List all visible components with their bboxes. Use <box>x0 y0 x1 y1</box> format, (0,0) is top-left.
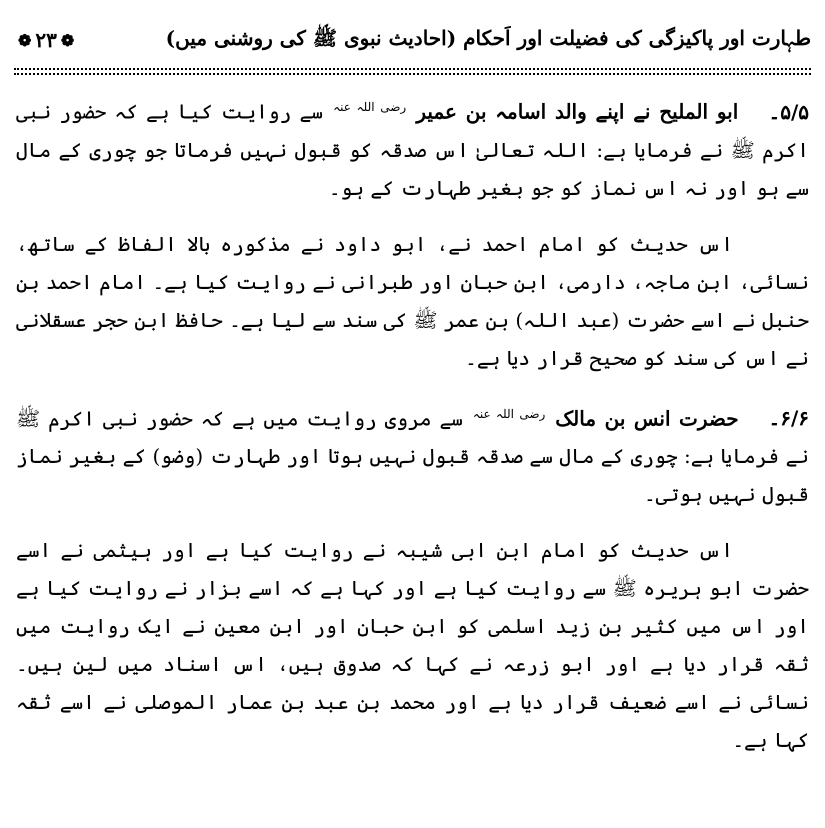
hadith-5 <box>16 88 809 207</box>
page-number: ۲۳ <box>35 28 57 52</box>
page-number-box <box>14 28 78 52</box>
hadith-5-narrator: ابو المليح نے اپنے والد اسامہ بن عمیر <box>416 99 739 124</box>
page-header <box>14 18 811 62</box>
ornament-right-icon: ❁ <box>60 30 75 50</box>
takhrij-5: اس حدیث کو امام احمد نے، ابو داود نے مذکورہ بالا الفاظ کے ساتھ، نسائی، ابن ماجہ، دارمی، ابن حبان اور طبرانی نے روایت کیا ہے۔ امام احمد بن حنبل نے اسے حضرت (عبد اللہ) بن عمر ﷺ کی سند سے لیا ہے۔ حافظ ابن حجر عسقلانی نے اس کی سند کو صحیح قرار دیا ہے۔ <box>16 231 809 370</box>
hadith-5-text: سے روایت کیا ہے کہ حضور نبی اکرم ﷺ نے فرمایا ہے: اللہ تعالیٰ اس صدقہ کو قبول نہیں فرماتا جو چوری کے مال سے ہو اور نہ اس نماز کو جو بغیر طہارت کے ہو۔ <box>16 99 809 200</box>
running-title: طہارت اور پاکیزگی کی فضیلت اور اَحکام (احادیث نبوی ﷺ کی روشنی میں) <box>165 25 811 50</box>
hadith-6-text: سے مروی روایت میں ہے کہ حضور نبی اکرم ﷺ نے فرمایا ہے: چوری کے مال سے صدقہ قبول نہیں ہوتا اور طہارت (وضو) کے بغیر نماز قبول نہیں ہوتی۔ <box>16 406 809 507</box>
hadith-6-narrator: حضرت انس بن مالک <box>555 406 739 431</box>
hadith-6-number: ۶/۶۔ <box>768 406 810 431</box>
ornament-left-icon: ❁ <box>18 30 32 50</box>
honorific-mark-icon: رضی اللہ عنہ <box>333 100 407 114</box>
honorific-mark-icon: رضی اللہ عنہ <box>472 406 546 421</box>
hadith-6 <box>16 395 809 514</box>
takhrij-6: اس حدیث کو امام ابن ابی شیبہ نے روایت کیا ہے اور ہیثمی نے اسے حضرت ابو ہریرہ ﷺ سے روایت کیا ہے اور کہا ہے کہ اسے بزار نے روایت کیا ہے اور اس میں کثیر بن زید اسلمی کو ابن حبان اور ابن معین نے ایک روایت میں ثقہ قرار دیا ہے اور ابو زرعہ نے کہا کہ صدوق ہیں، اس اسناد میں لین ہیں۔ نسائی نے اسے ضعیف قرار دیا ہے اور محمد بن عبد بن عمار الموصلی نے اسے ثقہ کہا ہے۔ <box>16 538 809 753</box>
hadith-5-number: ۵/۵۔ <box>768 99 810 124</box>
header-divider-bottom <box>14 73 811 75</box>
body-text <box>16 88 809 777</box>
header-divider-top <box>14 68 811 70</box>
